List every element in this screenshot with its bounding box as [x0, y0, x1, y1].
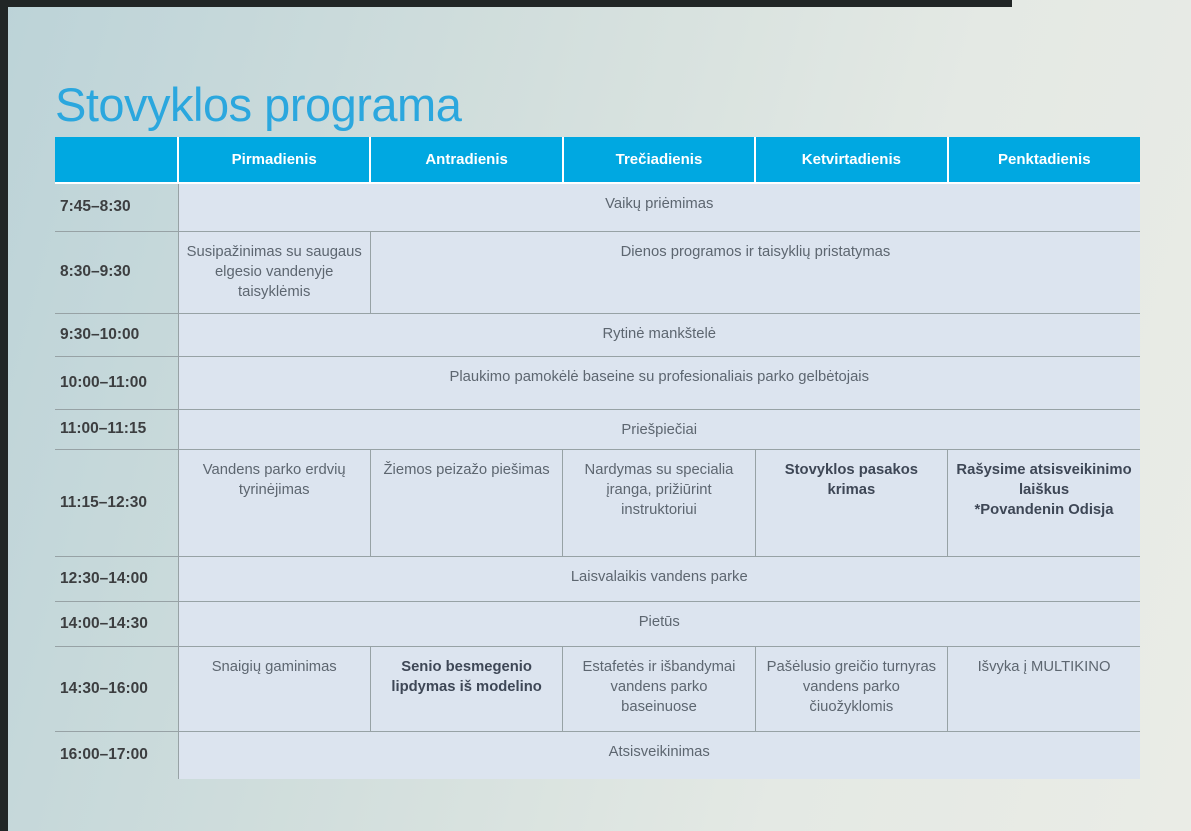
- day-header-penktadienis: Penktadienis: [948, 137, 1140, 183]
- activity-cell: Senio besmegenio lipdymas iš modelino: [370, 646, 562, 731]
- activity-cell: Žiemos peizažo piešimas: [370, 449, 562, 556]
- time-slot-cell: 11:00–11:15: [55, 409, 178, 449]
- activity-cell: Rytinė mankštelė: [178, 313, 1140, 356]
- time-slot-cell: 14:00–14:30: [55, 601, 178, 646]
- activity-cell: Plaukimo pamokėlė baseine su profesionaliais parko gelbėtojais: [178, 356, 1140, 409]
- time-slot-cell: 10:00–11:00: [55, 356, 178, 409]
- table-row: [55, 409, 1140, 449]
- activity-cell: Dienos programos ir taisyklių pristatymas: [370, 231, 1140, 313]
- schedule-table: [55, 137, 1140, 779]
- activity-cell: Pietūs: [178, 601, 1140, 646]
- activity-cell: Vaikų priėmimas: [178, 183, 1140, 231]
- time-slot-cell: 12:30–14:00: [55, 556, 178, 601]
- table-row: [55, 601, 1140, 646]
- activity-cell: Priešpiečiai: [178, 409, 1140, 449]
- time-slot-cell: 11:15–12:30: [55, 449, 178, 556]
- table-row: [55, 731, 1140, 779]
- day-header-antradienis: Antradienis: [370, 137, 562, 183]
- time-slot-cell: 16:00–17:00: [55, 731, 178, 779]
- time-slot-cell: 14:30–16:00: [55, 646, 178, 731]
- slide-left-edge-strip: [0, 0, 8, 831]
- activity-cell: Susipažinimas su saugaus elgesio vandenyje taisyklėmis: [178, 231, 370, 313]
- corner-header-cell: [55, 137, 178, 183]
- activity-cell: Pašėlusio greičio turnyras vandens parko čiuožyklomis: [755, 646, 947, 731]
- table-row: [55, 183, 1140, 231]
- activity-cell: Nardymas su specialia įranga, prižiūrint instruktoriui: [563, 449, 755, 556]
- header-row: [55, 137, 1140, 183]
- time-slot-cell: 7:45–8:30: [55, 183, 178, 231]
- slide-top-edge-strip: [0, 0, 1012, 7]
- table-row: [55, 556, 1140, 601]
- time-slot-cell: 8:30–9:30: [55, 231, 178, 313]
- table-row: [55, 449, 1140, 556]
- day-header-ketvirtadienis: Ketvirtadienis: [755, 137, 947, 183]
- day-header-treciadienis: Trečiadienis: [563, 137, 755, 183]
- activity-cell: Išvyka į MULTIKINO: [948, 646, 1140, 731]
- table-row: [55, 231, 1140, 313]
- activity-cell: Laisvalaikis vandens parke: [178, 556, 1140, 601]
- table-row: [55, 313, 1140, 356]
- activity-cell: Vandens parko erdvių tyrinėjimas: [178, 449, 370, 556]
- activity-cell: Atsisveikinimas: [178, 731, 1140, 779]
- table-row: [55, 356, 1140, 409]
- table-row: [55, 646, 1140, 731]
- time-slot-cell: 9:30–10:00: [55, 313, 178, 356]
- activity-cell: Rašysime atsisveikinimo laiškus *Povandenin Odisja: [948, 449, 1140, 556]
- activity-cell: Snaigių gaminimas: [178, 646, 370, 731]
- day-header-pirmadienis: Pirmadienis: [178, 137, 370, 183]
- activity-cell: Stovyklos pasakos krimas: [755, 449, 947, 556]
- activity-cell: Estafetės ir išbandymai vandens parko baseinuose: [563, 646, 755, 731]
- slide-title: Stovyklos programa: [55, 78, 462, 132]
